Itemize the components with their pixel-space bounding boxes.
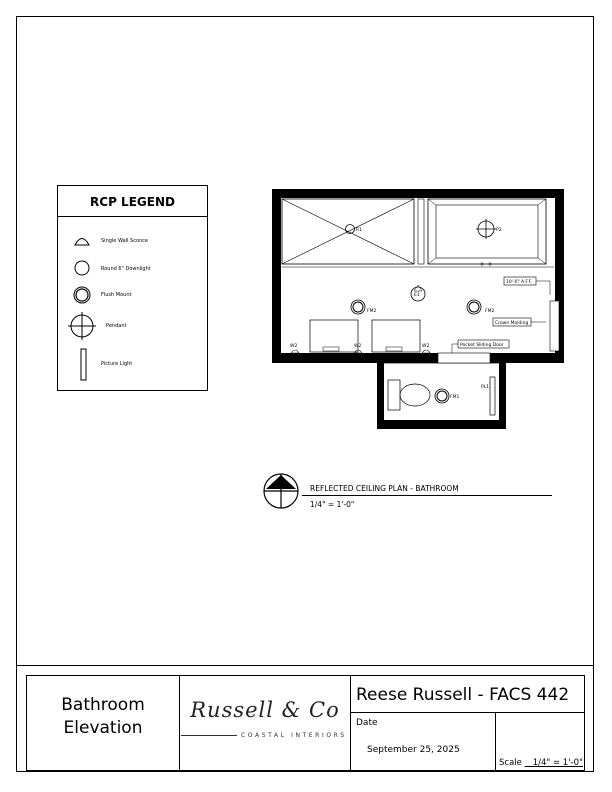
drawing-title: REFLECTED CEILING PLAN - BATHROOM xyxy=(310,484,459,493)
designer-name: Reese Russell - FACS 442 xyxy=(350,676,584,713)
title-block-info xyxy=(350,675,585,771)
logo-rule xyxy=(181,735,237,736)
legend-item-picture-light xyxy=(58,348,207,368)
tag-fm2-left: FM2 xyxy=(367,309,377,314)
scale-value-text: 1/4" = 1'-0" xyxy=(532,758,583,768)
date-value: September 25, 2025 xyxy=(367,745,460,755)
legend-title: RCP LEGEND xyxy=(58,186,207,217)
title-block-project xyxy=(26,675,180,771)
project-title xyxy=(27,694,179,740)
project-title-line1: Bathroom xyxy=(61,695,145,715)
tag-fm2-right: FM2 xyxy=(485,309,495,314)
pl1-picture-light xyxy=(490,377,495,415)
bathroom-ceiling-plan xyxy=(268,185,568,440)
legend-label: Flush Mount xyxy=(101,292,132,298)
drawing-title-rule xyxy=(302,495,552,496)
ceiling-height-note: 10'-0" A.F.F. xyxy=(506,280,532,285)
date-label: Date xyxy=(356,718,378,728)
tag-e1: E1 xyxy=(414,293,420,298)
drawing-scale: 1/4" = 1'-0" xyxy=(310,500,355,509)
pendant-icon xyxy=(68,312,96,340)
wall-sconce-icon xyxy=(74,236,90,246)
scale-label: Scale xyxy=(499,758,522,768)
toilet-tank xyxy=(388,380,400,410)
tag-r1: R1 xyxy=(356,228,362,233)
legend-label: Round 6" Downlight xyxy=(101,266,151,272)
tub-outline xyxy=(428,199,546,264)
logo-script: Russell & Co xyxy=(190,698,340,722)
tag-w2-right: W2 xyxy=(422,344,430,349)
drawing-caption xyxy=(262,470,552,515)
legend-item-wall-sconce xyxy=(58,234,207,254)
legend-item-pendant xyxy=(58,312,207,332)
tag-fm1: FM1 xyxy=(450,395,460,400)
right-window xyxy=(550,301,559,351)
picture-light-icon xyxy=(80,348,88,382)
section-marker-icon xyxy=(262,472,302,512)
legend-label: Pendant xyxy=(106,323,127,329)
pocket-door-note: Pocket Sliding Door xyxy=(460,343,504,348)
scale-box xyxy=(495,712,585,772)
title-block-logo xyxy=(179,675,351,771)
legend-label: Single Wall Sconce xyxy=(101,238,148,244)
tag-pl1: PL1 xyxy=(481,385,490,390)
w2-sconce-left xyxy=(291,350,299,353)
project-title-line2: Elevation xyxy=(63,718,143,738)
downlight-icon xyxy=(74,260,90,276)
legend-label: Picture Light xyxy=(101,361,133,367)
legend-item-flush-mount xyxy=(58,286,207,306)
tag-p2: P2 xyxy=(496,228,502,233)
crown-molding-note: Crown Molding xyxy=(495,321,529,326)
toilet-bowl xyxy=(400,384,430,406)
pocket-sliding-door xyxy=(438,353,490,363)
tag-w2-left: W2 xyxy=(290,344,298,349)
title-block-separator xyxy=(16,665,594,666)
w2-sconce-right xyxy=(422,350,430,353)
legend-item-downlight xyxy=(58,260,207,280)
flush-mount-icon xyxy=(73,286,91,304)
rcp-legend xyxy=(57,185,208,391)
toilet-room-walls xyxy=(377,363,506,429)
scale-value xyxy=(525,758,583,768)
logo-subtitle: COASTAL INTERIORS xyxy=(241,732,347,739)
tag-w2-mid: W2 xyxy=(354,344,362,349)
scale-text xyxy=(499,758,583,768)
